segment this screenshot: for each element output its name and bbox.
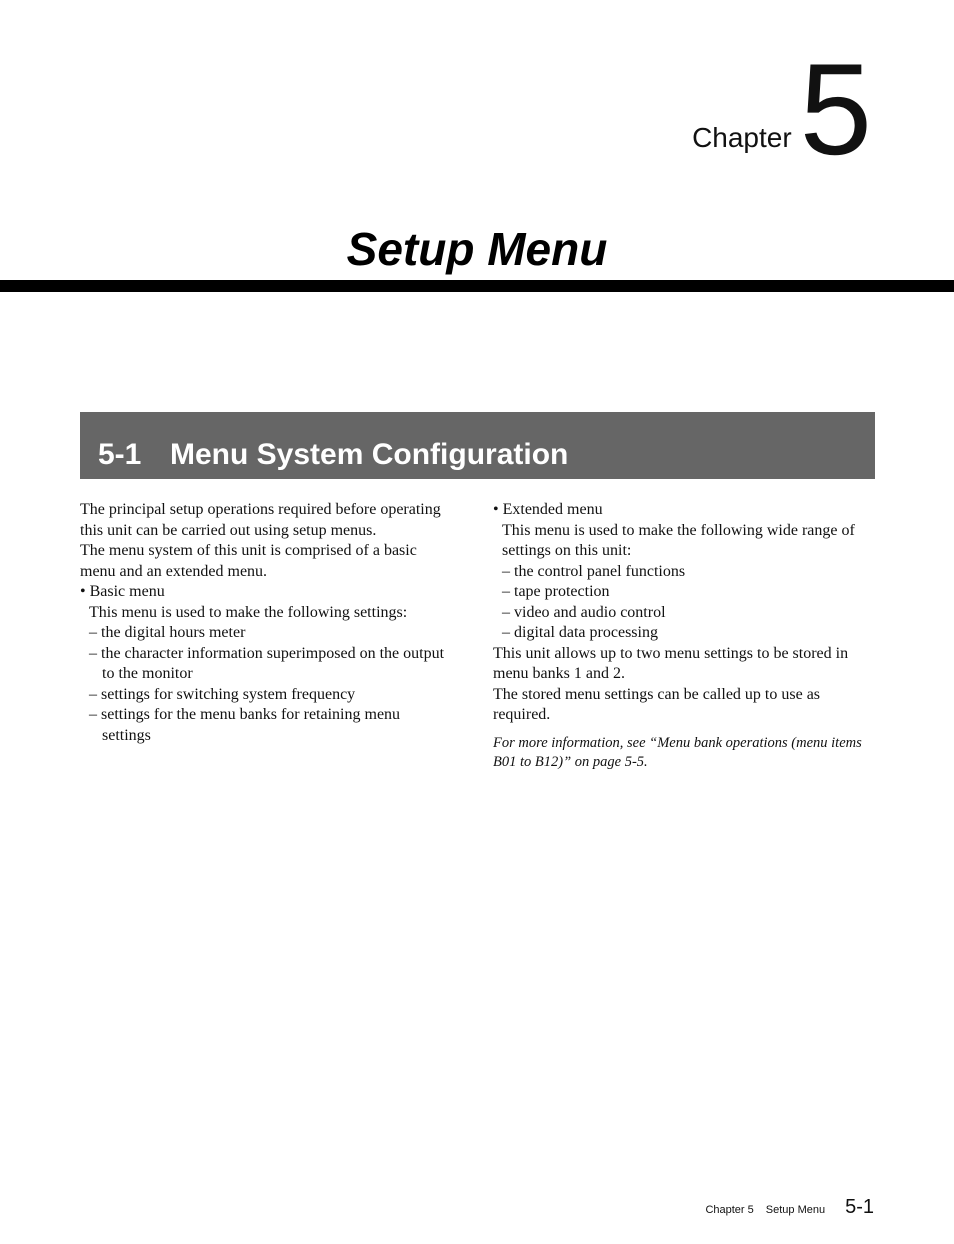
page-footer: [705, 1196, 874, 1219]
paragraph: The principal setup operations required before operating this unit can be carried out using setup menus.: [80, 501, 441, 539]
section-number: 5-1: [98, 438, 142, 471]
list-item: – settings for the menu banks for retaining menu settings: [89, 706, 401, 744]
page-title: Setup Menu: [346, 223, 608, 275]
left-column: [80, 500, 450, 746]
right-column: [493, 500, 873, 772]
title-rule: [0, 280, 954, 292]
list-item: – video and audio control: [502, 603, 666, 621]
chapter-number: 5: [799, 36, 872, 182]
bullet-basic-menu: • Basic menu: [80, 583, 165, 600]
cross-reference-note: For more information, see “Menu bank operations (menu items B01 to B12)” on page 5-5.: [493, 734, 862, 770]
paragraph: This unit allows up to two menu settings to be stored in menu banks 1 and 2.: [493, 644, 849, 682]
list-item: – tape protection: [502, 583, 610, 600]
list-intro: This menu is used to make the following settings:: [89, 603, 408, 621]
footer-chapter: Chapter 5: [705, 1204, 754, 1216]
section-heading: [80, 412, 875, 479]
list-item: – settings for switching system frequency: [89, 685, 356, 703]
page-number: 5-1: [845, 1196, 874, 1218]
footer-section: Setup Menu: [765, 1204, 826, 1216]
chapter-heading: [692, 36, 872, 182]
list-item: – the control panel functions: [502, 562, 686, 580]
section-title: Menu System Configuration: [170, 438, 569, 471]
list-intro: This menu is used to make the following wide range of settings on this unit:: [502, 521, 855, 559]
chapter-label: Chapter: [692, 122, 792, 153]
list-item: – the character information superimposed on the output to the monitor: [89, 644, 445, 682]
bullet-extended-menu: • Extended menu: [493, 501, 603, 518]
paragraph: The stored menu settings can be called up to use as required.: [493, 685, 821, 723]
paragraph: The menu system of this unit is comprised of a basic menu and an extended menu.: [80, 542, 417, 580]
list-item: – the digital hours meter: [89, 624, 246, 641]
list-item: – digital data processing: [502, 624, 658, 641]
